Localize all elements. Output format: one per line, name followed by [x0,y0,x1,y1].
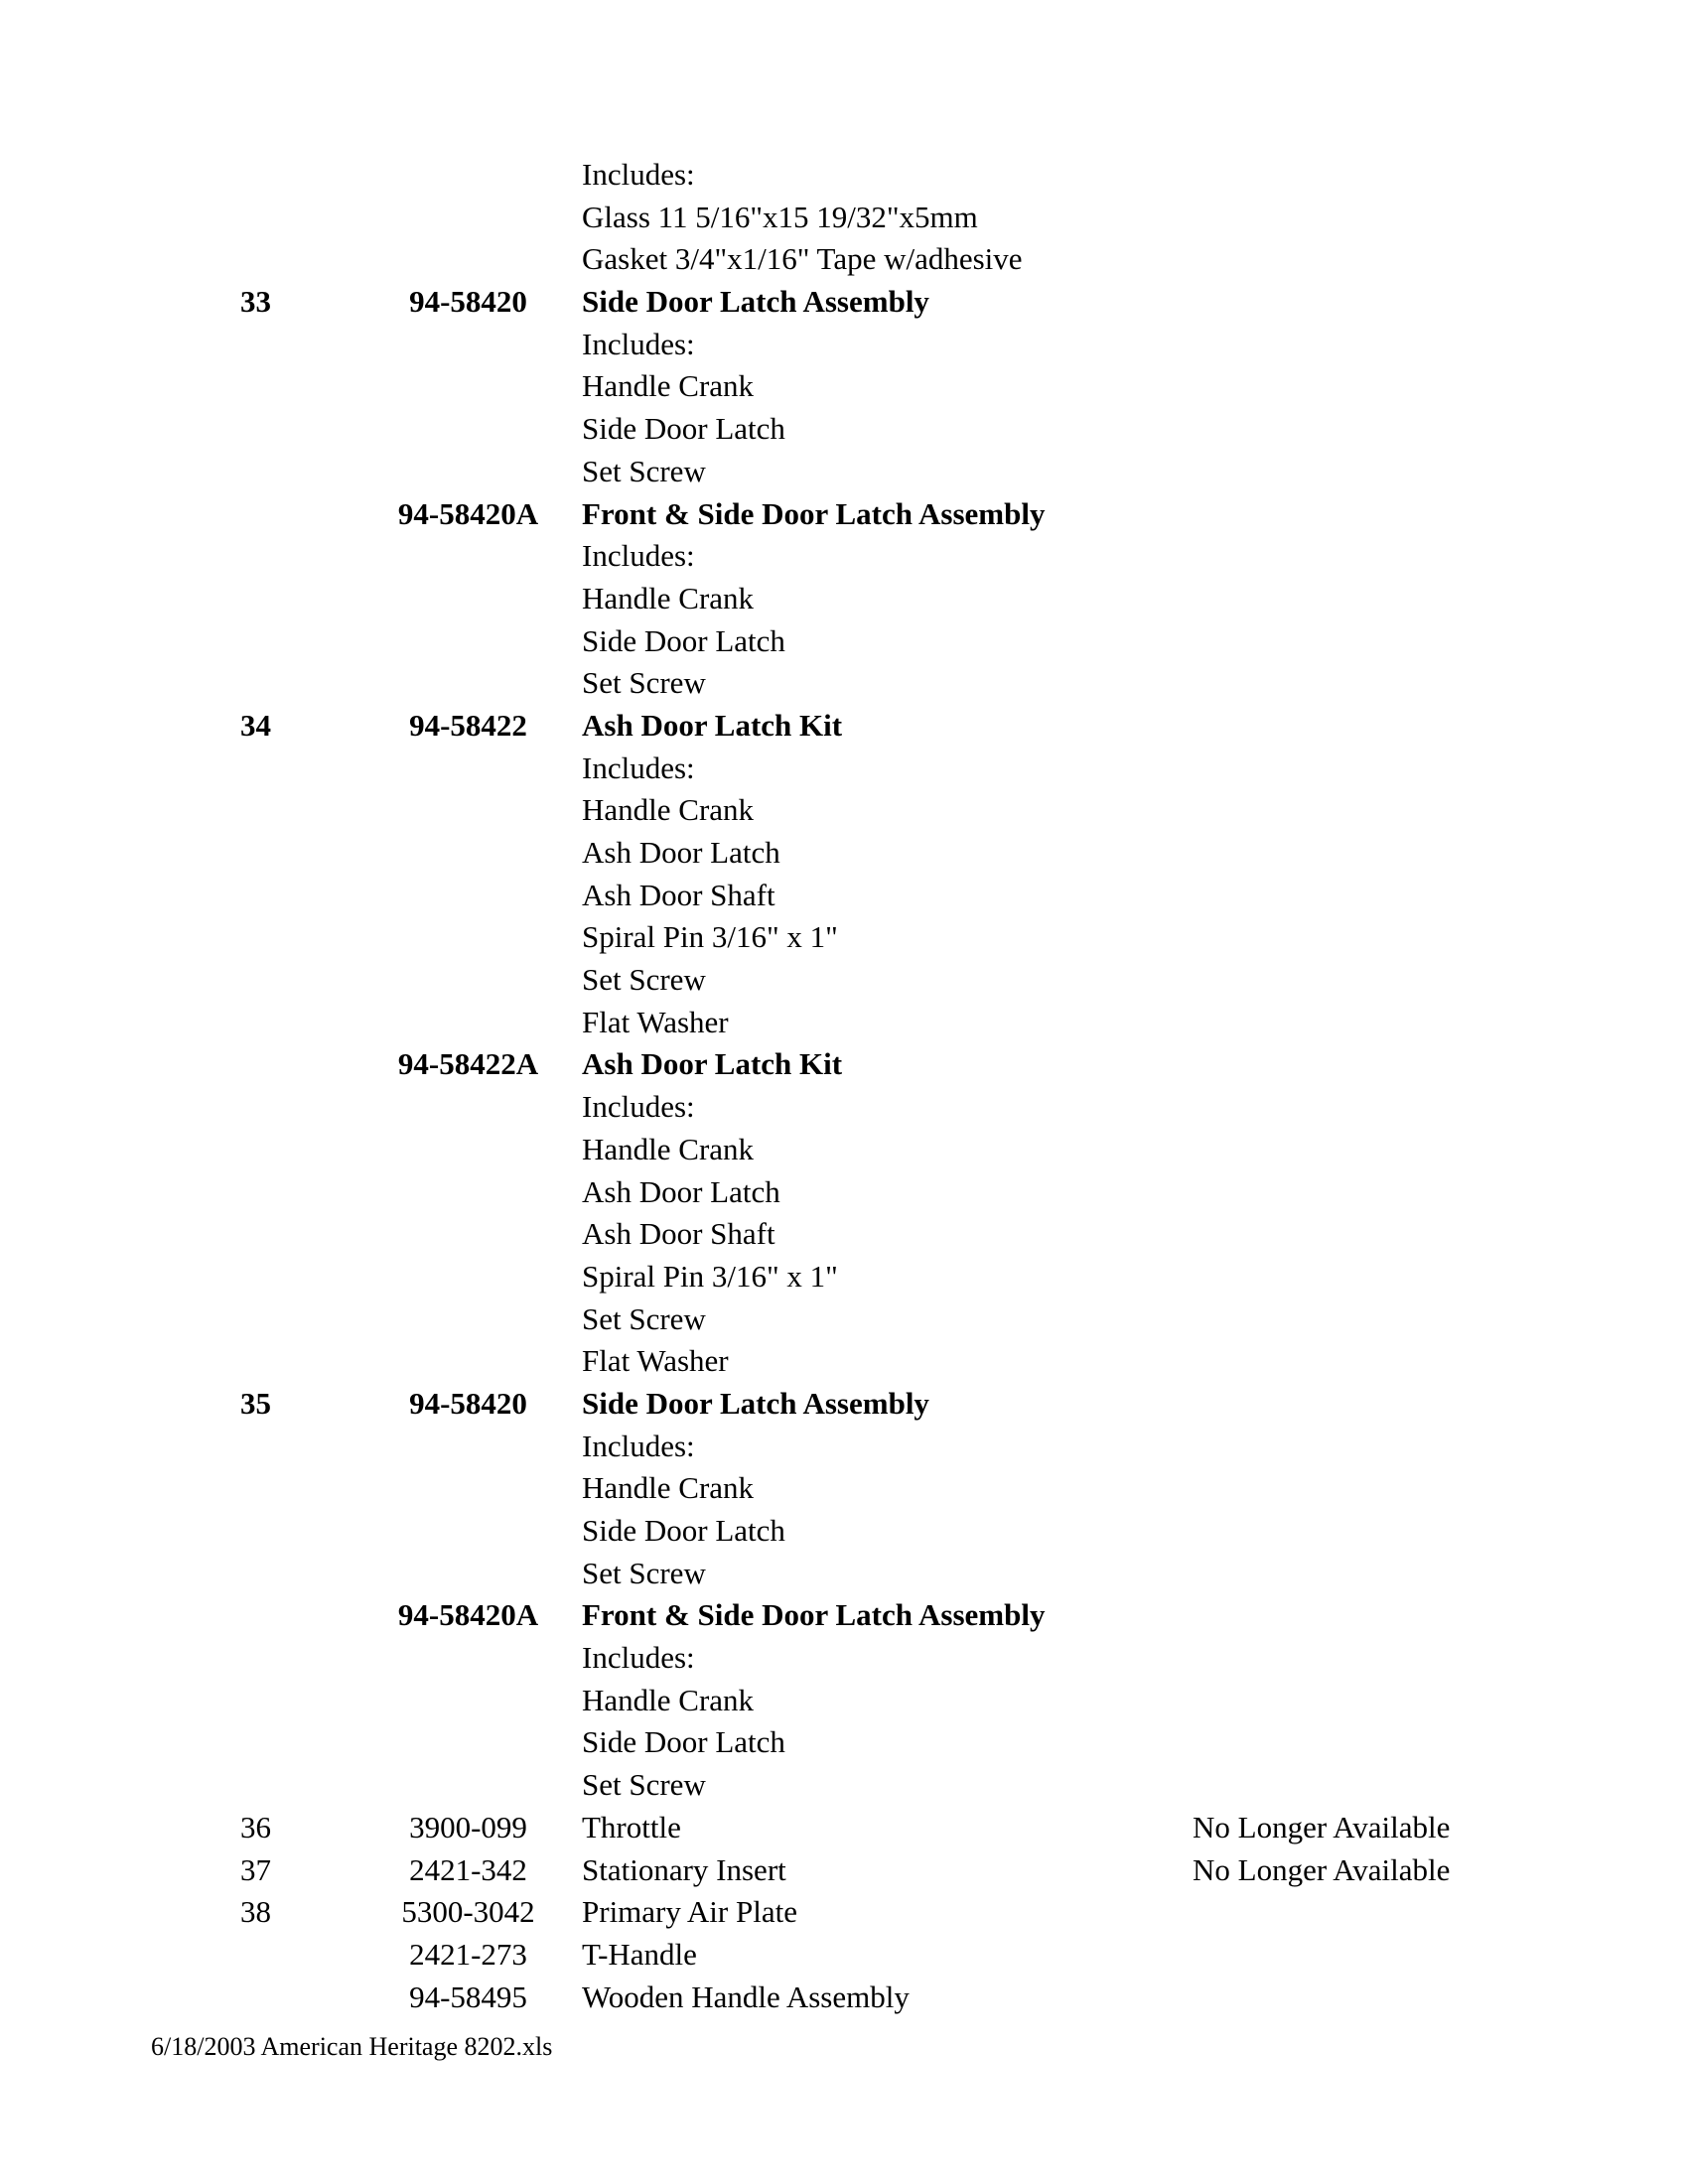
part-description: Set Screw [582,453,706,488]
part-number: 3900-099 [409,1809,527,1844]
part-row [0,535,1688,578]
part-header-row [0,1383,1688,1426]
part-description: Front & Side Door Latch Assembly [582,495,1046,531]
part-description: Includes: [582,1428,695,1463]
part-description: Set Screw [582,665,706,701]
part-description: Ash Door Latch [582,835,780,870]
part-row [0,1256,1688,1298]
item-number: 38 [240,1894,271,1930]
part-number: 94-58422A [397,1046,539,1082]
part-row [0,748,1688,790]
part-header-row [0,1043,1688,1086]
part-row [0,620,1688,663]
part-number: 94-58422 [409,707,527,743]
part-row [0,789,1688,832]
part-description: Includes: [582,1640,695,1676]
part-description: Primary Air Plate [582,1894,797,1930]
part-number: 2421-273 [409,1936,527,1972]
part-description: Ash Door Latch Kit [582,707,843,743]
part-row [0,578,1688,620]
part-row [0,365,1688,408]
part-header-row [0,493,1688,536]
part-description: Includes: [582,750,695,785]
part-description: Gasket 3/4"x1/16" Tape w/adhesive [582,241,1023,277]
part-row [0,1807,1688,1849]
part-row [0,1977,1688,2019]
part-row [0,1510,1688,1553]
part-description: Spiral Pin 3/16" x 1" [582,919,838,955]
item-number: 33 [240,284,271,320]
part-row [0,1467,1688,1510]
part-description: Handle Crank [582,792,755,828]
availability-note: No Longer Available [1193,1809,1451,1844]
part-row [0,1002,1688,1044]
part-number: 5300-3042 [401,1894,535,1930]
part-row [0,1637,1688,1680]
part-description: Side Door Latch Assembly [582,1385,929,1421]
part-row [0,662,1688,705]
part-description: Glass 11 5/16"x15 19/32"x5mm [582,199,978,234]
part-description: Handle Crank [582,368,755,404]
part-row [0,154,1688,197]
parts-list [0,154,1688,2018]
part-description: T-Handle [582,1936,697,1972]
item-number: 36 [240,1809,271,1844]
item-number: 37 [240,1851,271,1887]
part-description: Handle Crank [582,1470,755,1506]
part-description: Flat Washer [582,1343,729,1379]
part-description: Ash Door Shaft [582,1216,775,1252]
part-row [0,451,1688,493]
part-row [0,1298,1688,1341]
part-description: Includes: [582,538,695,574]
part-description: Side Door Latch [582,411,785,447]
part-row [0,959,1688,1002]
part-row [0,197,1688,239]
part-description: Includes: [582,157,695,192]
part-row [0,1213,1688,1256]
part-row [0,408,1688,451]
part-description: Includes: [582,1089,695,1125]
part-row [0,1426,1688,1468]
part-description: Set Screw [582,962,706,998]
part-number: 2421-342 [409,1851,527,1887]
part-description: Handle Crank [582,1682,755,1717]
part-description: Throttle [582,1809,681,1844]
part-description: Side Door Latch Assembly [582,284,929,320]
part-row [0,1086,1688,1129]
part-description: Ash Door Latch [582,1173,780,1209]
part-header-row [0,1594,1688,1637]
part-row [0,1553,1688,1595]
part-description: Handle Crank [582,580,755,615]
part-row [0,916,1688,959]
part-row [0,1721,1688,1764]
part-description: Set Screw [582,1555,706,1590]
part-description: Side Door Latch [582,1724,785,1760]
part-row [0,238,1688,281]
part-number: 94-58420 [409,1385,527,1421]
part-row [0,1849,1688,1892]
part-header-row [0,705,1688,748]
part-row [0,1129,1688,1171]
part-description: Stationary Insert [582,1851,786,1887]
part-number: 94-58420 [409,284,527,320]
availability-note: No Longer Available [1193,1851,1451,1887]
part-description: Ash Door Latch Kit [582,1046,843,1082]
item-number: 34 [240,707,271,743]
part-row [0,1934,1688,1977]
part-row [0,1680,1688,1722]
part-row [0,832,1688,875]
part-header-row [0,281,1688,324]
part-description: Side Door Latch [582,622,785,658]
part-description: Wooden Handle Assembly [582,1979,910,2014]
part-row [0,1764,1688,1807]
part-row [0,875,1688,917]
part-number: 94-58420A [397,495,539,531]
part-description: Set Screw [582,1767,706,1803]
part-description: Includes: [582,326,695,361]
part-description: Flat Washer [582,1004,729,1039]
item-number: 35 [240,1385,271,1421]
part-row [0,1171,1688,1214]
page-footer: 6/18/2003 American Heritage 8202.xls [151,2032,553,2061]
part-number: 94-58420A [397,1597,539,1633]
part-description: Handle Crank [582,1131,755,1166]
part-description: Ash Door Shaft [582,877,775,912]
part-row [0,324,1688,366]
part-description: Side Door Latch [582,1513,785,1548]
part-description: Front & Side Door Latch Assembly [582,1597,1046,1633]
part-description: Set Screw [582,1300,706,1336]
part-row [0,1891,1688,1934]
part-number: 94-58495 [409,1979,527,2014]
part-description: Spiral Pin 3/16" x 1" [582,1258,838,1294]
part-row [0,1340,1688,1383]
